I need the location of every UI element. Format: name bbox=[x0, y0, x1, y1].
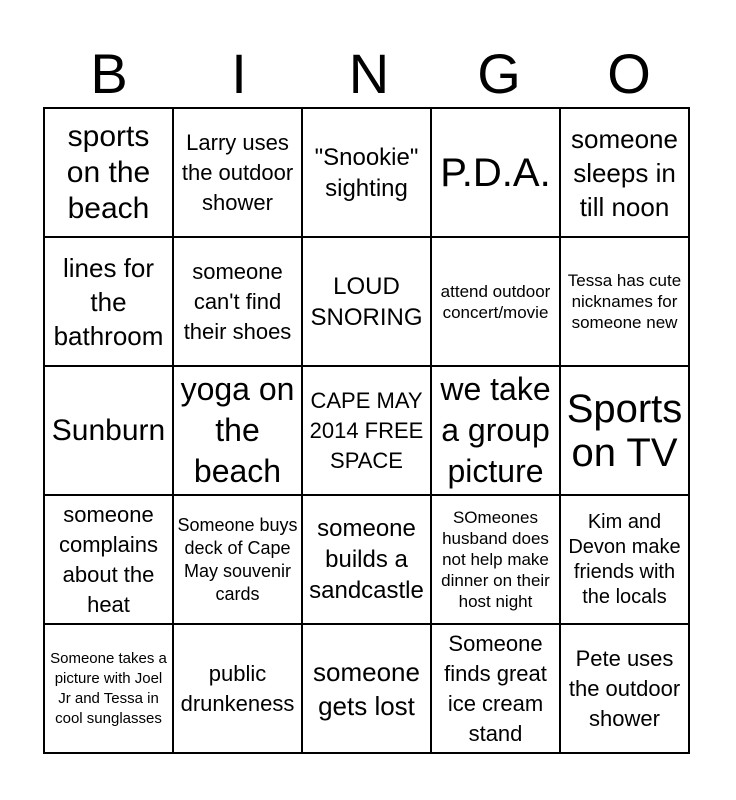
header-letter-i: I bbox=[231, 42, 247, 105]
bingo-grid bbox=[43, 107, 690, 754]
header-letter-b: B bbox=[90, 42, 128, 105]
cell-text: lines for the bathroom bbox=[53, 252, 164, 351]
bingo-cell[interactable] bbox=[302, 495, 431, 624]
cell-text: attend outdoor concert/movie bbox=[440, 281, 551, 322]
bingo-cell[interactable] bbox=[560, 108, 689, 237]
cell-text: public drunkeness bbox=[180, 660, 295, 716]
bingo-cell[interactable] bbox=[173, 495, 302, 624]
cell-text: Someone takes a picture with Joel Jr and Tessa in cool sunglasses bbox=[50, 649, 167, 727]
bingo-cell[interactable] bbox=[173, 366, 302, 495]
cell-text: Kim and Devon make friends with the locals bbox=[568, 510, 681, 608]
cell-text: someone can't find their shoes bbox=[183, 258, 292, 344]
bingo-cell[interactable] bbox=[44, 624, 173, 753]
bingo-cell[interactable] bbox=[560, 495, 689, 624]
cell-text: Someone finds great ice cream stand bbox=[444, 630, 547, 746]
cell-text: "Snookie" sighting bbox=[314, 143, 419, 202]
bingo-cell[interactable] bbox=[302, 237, 431, 366]
cell-text: someone builds a sandcastle bbox=[309, 515, 424, 604]
header-letter-n: N bbox=[348, 42, 390, 105]
cell-text: someone complains about the heat bbox=[58, 501, 159, 617]
bingo-cell[interactable] bbox=[560, 366, 689, 495]
bingo-cell[interactable] bbox=[44, 237, 173, 366]
bingo-cell[interactable] bbox=[431, 237, 560, 366]
cell-text: SOmeones husband does not help make dinner on their host night bbox=[441, 508, 550, 611]
cell-text: Sunburn bbox=[51, 413, 166, 447]
bingo-cell[interactable] bbox=[173, 624, 302, 753]
bingo-cell[interactable] bbox=[302, 624, 431, 753]
cell-text: someone sleeps in till noon bbox=[571, 123, 678, 222]
cell-text: sports on the beach bbox=[66, 119, 151, 225]
bingo-cell[interactable] bbox=[431, 495, 560, 624]
bingo-cell[interactable] bbox=[44, 108, 173, 237]
bingo-cell[interactable] bbox=[431, 108, 560, 237]
cell-text: LOUD SNORING bbox=[310, 272, 423, 331]
bingo-cell[interactable] bbox=[560, 624, 689, 753]
cell-text: someone gets lost bbox=[313, 656, 420, 721]
cell-text: we take a group picture bbox=[440, 371, 551, 489]
bingo-cell[interactable] bbox=[560, 237, 689, 366]
header-letter-o: O bbox=[607, 42, 651, 105]
cell-text: P.D.A. bbox=[440, 150, 551, 195]
bingo-cell[interactable] bbox=[44, 495, 173, 624]
cell-text: Pete uses the outdoor shower bbox=[568, 645, 681, 731]
header-letter-g: G bbox=[477, 42, 521, 105]
bingo-cell[interactable] bbox=[173, 237, 302, 366]
bingo-cell[interactable] bbox=[302, 366, 431, 495]
cell-text: Someone buys deck of Cape May souvenir cards bbox=[177, 514, 298, 604]
bingo-cell[interactable] bbox=[431, 366, 560, 495]
bingo-header bbox=[44, 40, 694, 108]
cell-text: yoga on the beach bbox=[180, 371, 295, 489]
cell-text: Larry uses the outdoor shower bbox=[181, 129, 294, 215]
cell-text: Tessa has cute nicknames for someone new bbox=[567, 271, 682, 332]
bingo-cell[interactable] bbox=[302, 108, 431, 237]
cell-text: Sports on TV bbox=[566, 386, 683, 475]
bingo-cell[interactable] bbox=[431, 624, 560, 753]
bingo-cell[interactable] bbox=[44, 366, 173, 495]
cell-text: CAPE MAY 2014 FREE SPACE bbox=[309, 387, 424, 473]
bingo-cell[interactable] bbox=[173, 108, 302, 237]
